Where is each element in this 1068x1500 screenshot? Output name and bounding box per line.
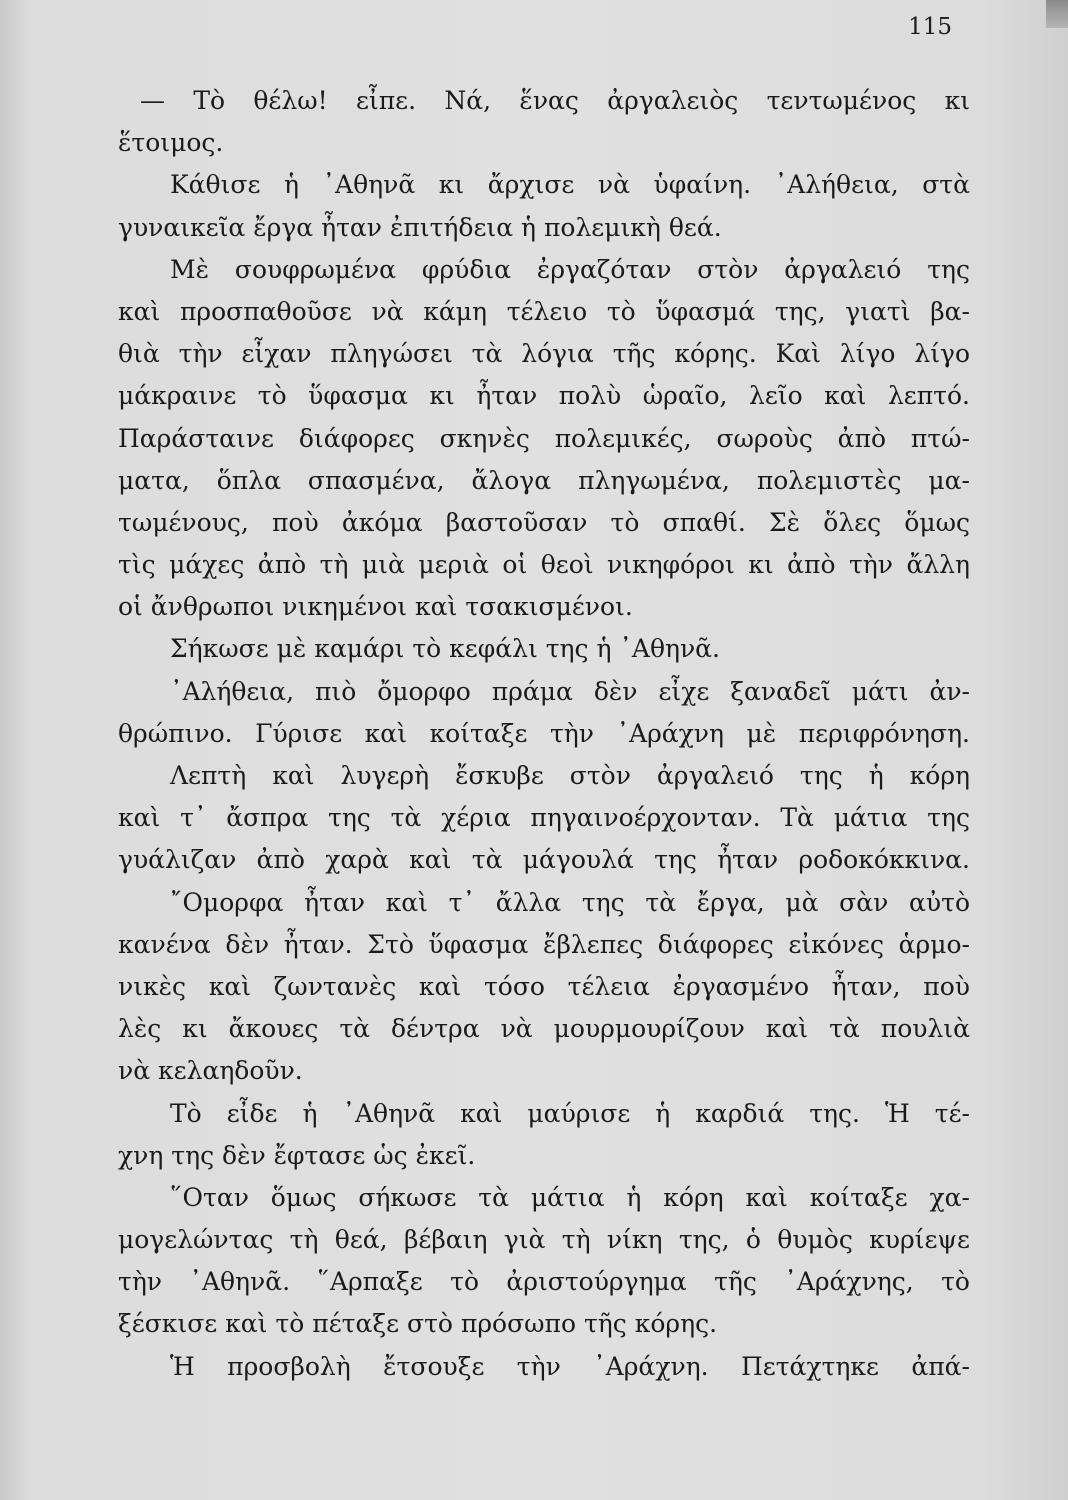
- text-line: καὶ τ᾿ ἄσπρα της τὰ χέρια πηγαινοέρχονταν. Τὰ μάτια της: [118, 803, 970, 833]
- text-line: γυναικεῖα ἔργα ἦταν ἐπιτήδεια ἡ πολεμικὴ θεά.: [118, 212, 722, 242]
- text-line: Ἡ προσβολὴ ἔτσουξε τὴν ᾿Αράχνη. Πετάχτηκε ἀπά-: [170, 1351, 970, 1381]
- text-line: θιὰ τὴν εἶχαν πληγώσει τὰ λόγια τῆς κόρης. Καὶ λίγο λίγο: [118, 339, 970, 369]
- text-line: ματα, ὅπλα σπασμένα, ἄλογα πληγωμένα, πολεμιστὲς μα-: [118, 465, 970, 495]
- text-line: μάκραινε τὸ ὕφασμα κι ἦταν πολὺ ὡραῖο, λεῖο καὶ λεπτό.: [118, 381, 970, 411]
- body-text: [118, 80, 970, 1388]
- text-line: χνη της δὲν ἔφτασε ὡς ἐκεῖ.: [118, 1140, 476, 1170]
- page-number: 115: [908, 14, 952, 40]
- text-line: τὴν ᾿Αθηνᾶ. ῞Αρπαξε τὸ ἀριστούργημα τῆς ᾿Αράχνης, τὸ: [118, 1267, 970, 1297]
- text-line: γυάλιζαν ἀπὸ χαρὰ καὶ τὰ μάγουλά της ἦταν ροδοκόκκινα.: [118, 845, 970, 875]
- text-line: Κάθισε ἡ ᾿Αθηνᾶ κι ἄρχισε νὰ ὑφαίνη. ᾿Αλήθεια, στὰ: [170, 170, 970, 200]
- text-line: λὲς κι ἄκουες τὰ δέντρα νὰ μουρμουρίζουν καὶ τὰ πουλιὰ: [118, 1014, 970, 1044]
- text-line: ῎Ομορφα ἦταν καὶ τ᾿ ἄλλα της τὰ ἔργα, μὰ σὰν αὐτὸ: [170, 887, 970, 917]
- text-line: τὶς μάχες ἀπὸ τὴ μιὰ μεριὰ οἱ θεοὶ νικηφόροι κι ἀπὸ τὴν ἄλλη: [118, 550, 970, 580]
- text-line: νὰ κελαηδοῦν.: [118, 1056, 303, 1086]
- text-line: νικὲς καὶ ζωντανὲς καὶ τόσο τέλεια ἐργασμένο ἦταν, ποὺ: [118, 971, 970, 1001]
- text-line: ῞Οταν ὅμως σήκωσε τὰ μάτια ἡ κόρη καὶ κοίταξε χα-: [170, 1182, 970, 1212]
- text-line: Σήκωσε μὲ καμάρι τὸ κεφάλι της ἡ ᾿Αθηνᾶ.: [170, 634, 720, 664]
- text-line: κανένα δὲν ἦταν. Στὸ ὕφασμα ἔβλεπες διάφορες εἰκόνες ἁρμο-: [118, 929, 970, 959]
- text-line: ᾿Αλήθεια, πιὸ ὄμορφο πράμα δὲν εἶχε ξαναδεῖ μάτι ἀν-: [170, 676, 970, 706]
- text-line: Τὸ εἶδε ἡ ᾿Αθηνᾶ καὶ μαύρισε ἡ καρδιά της. Ἡ τέ-: [170, 1098, 970, 1128]
- page-edge-shadow: [1046, 0, 1068, 28]
- text-line: μογελώντας τὴ θεά, βέβαιη γιὰ τὴ νίκη της, ὁ θυμὸς κυρίεψε: [118, 1225, 970, 1255]
- text-line: Λεπτὴ καὶ λυγερὴ ἔσκυβε στὸν ἀργαλειό της ἡ κόρη: [170, 761, 970, 790]
- text-line: τωμένους, ποὺ ἀκόμα βαστοῦσαν τὸ σπαθί. Σὲ ὅλες ὅμως: [118, 507, 970, 537]
- text-line: οἱ ἄνθρωποι νικημένοι καὶ τσακισμένοι.: [118, 592, 633, 622]
- text-line: Μὲ σουφρωμένα φρύδια ἐργαζόταν στὸν ἀργαλειό της: [170, 254, 970, 284]
- text-line: Παράσταινε διάφορες σκηνὲς πολεμικές, σωροὺς ἀπὸ πτώ-: [118, 423, 970, 453]
- text-line: ξέσκισε καὶ τὸ πέταξε στὸ πρόσωπο τῆς κόρης.: [118, 1309, 718, 1339]
- text-line: — Τὸ θέλω! εἶπε. Νά, ἕνας ἀργαλειὸς τεντωμένος κι: [140, 86, 970, 115]
- text-line: ἕτοιμος.: [118, 128, 224, 158]
- text-line: θρώπινο. Γύρισε καὶ κοίταξε τὴν ᾿Αράχνη μὲ περιφρόνηση.: [118, 718, 970, 748]
- text-line: καὶ προσπαθοῦσε νὰ κάμη τέλειο τὸ ὕφασμά της, γιατὶ βα-: [118, 296, 970, 326]
